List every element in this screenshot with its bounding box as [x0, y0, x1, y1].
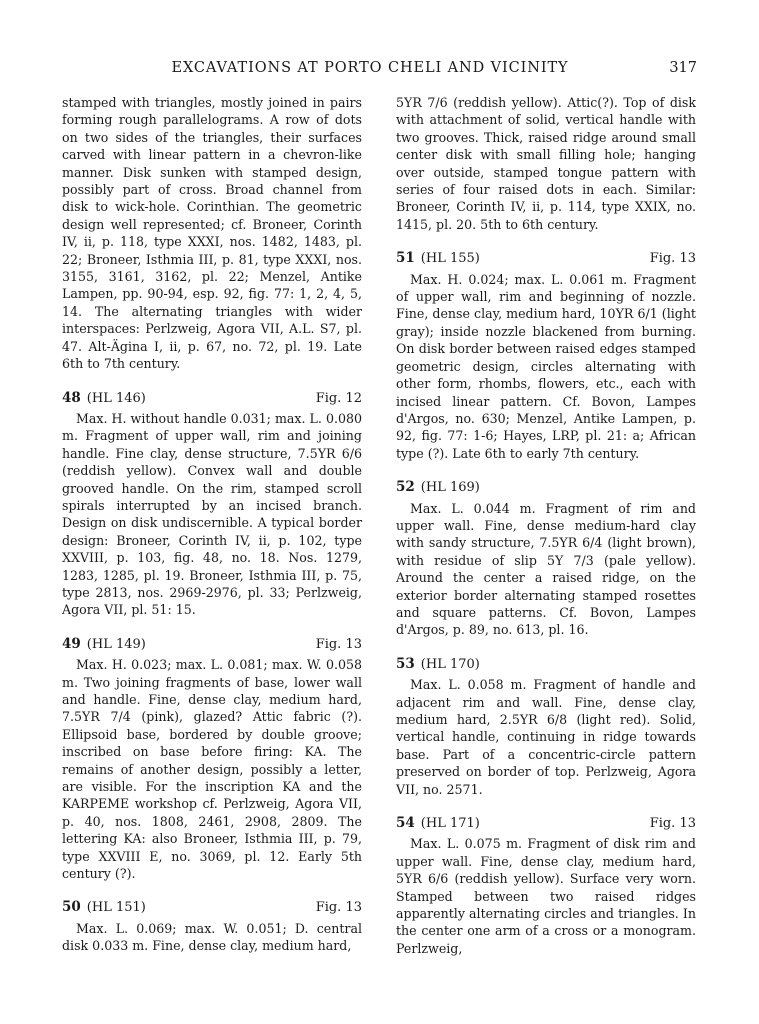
page-title: EXCAVATIONS AT PORTO CHELI AND VICINITY — [171, 60, 569, 76]
entry-header — [396, 814, 696, 832]
page-number: 317 — [669, 60, 697, 76]
entry-number: 54 — [396, 815, 415, 832]
catalog-entry-52 — [396, 478, 696, 639]
entry-header — [62, 389, 362, 407]
catalog-entry-53 — [396, 655, 696, 798]
entry-header — [396, 655, 696, 673]
running-header — [0, 60, 759, 84]
entry-number: 53 — [396, 655, 415, 672]
entry-inventory: (HL 151) — [86, 900, 146, 916]
catalog-entry-50 — [62, 898, 362, 954]
continuation-text: 5YR 7/6 (reddish yellow). Attic(?). Top of disk with attachment of solid, vertical handle with two grooves. Thick, raised ridge around small center disk with small filling hole; hanging over outside, stamped tongue pattern with series of four raised dots in each. Similar: Broneer, Corinth IV, ii, p. 114, type XXIX, no. 1415, pl. 20. 5th to 6th century. — [396, 95, 696, 232]
entry-inventory: (HL 171) — [420, 816, 480, 832]
entry-inventory: (HL 155) — [420, 251, 480, 267]
entry-description: Max. L. 0.044 m. Fragment of rim and upper wall. Fine, dense medium-hard clay with sandy structure, 7.5YR 6/4 (light brown), with residue of slip 5Y 7/3 (pale yellow). Around the center a raised ridge, on the exterior border alternating stamped rosettes and square patterns. Cf. Bovon, Lampes d'Argos, p. 89, no. 613, pl. 16. — [396, 500, 696, 638]
entry-header — [62, 635, 362, 653]
left-column — [62, 94, 362, 955]
entry-number: 49 — [62, 635, 81, 652]
entry-description: Max. L. 0.075 m. Fragment of disk rim and upper wall. Fine, dense clay, medium hard, 5YR 6/6 (reddish yellow). Surface very worn. Stamped between two raised ridges apparently alternating circles and triangles. In the center one arm of a cross or a monogram. Perlzweig, — [396, 836, 696, 956]
entry-header — [396, 478, 696, 496]
entry-header — [396, 249, 696, 267]
figure-reference: Fig. 13 — [649, 251, 696, 267]
entry-header — [62, 898, 362, 916]
figure-reference: Fig. 12 — [315, 390, 362, 406]
entry-number: 48 — [62, 389, 81, 406]
figure-reference: Fig. 13 — [315, 900, 362, 916]
entry-description: Max. L. 0.069; max. W. 0.051; D. central disk 0.033 m. Fine, dense clay, medium hard, — [62, 920, 362, 954]
entry-number: 52 — [396, 479, 415, 496]
catalog-entry-51 — [396, 249, 696, 462]
figure-reference: Fig. 13 — [649, 816, 696, 832]
entry-inventory: (HL 170) — [420, 656, 480, 672]
entry-description: Max. H. without handle 0.031; max. L. 0.080 m. Fragment of upper wall, rim and joining handle. Fine clay, dense structure, 7.5YR 6/6 (reddish yellow). Convex wall and double grooved handle. On the rim, stamped scroll spirals interrupted by an incised branch. Design on disk undiscernible. A typical border design: Broneer, Corinth IV, ii, p. 102, type XXVIII, p. 103, fig. 48, no. 18. Nos. 1279, 1283, 1285, pl. 19. Broneer, Isthmia III, p. 75, type 2813, nos. 2969-2976, pl. 33; Perlzweig, Agora VII, pl. 51: 15. — [62, 410, 362, 618]
figure-reference: Fig. 13 — [315, 636, 362, 652]
catalog-entry-48 — [62, 389, 362, 619]
entry-number: 51 — [396, 250, 415, 267]
continuation-text: stamped with triangles, mostly joined in pairs forming rough parallelograms. A row of dots on two sides of the triangles, their surfaces carved with linear pattern in a chevron-like manner. Disk sunken with stamped design, possibly part of cross. Broad channel from disk to wick-hole. Corinthian. The geometric design well represented; cf. Broneer, Corinth IV, ii, p. 118, type XXXI, nos. 1482, 1483, pl. 22; Broneer, Isthmia III, p. 81, type XXXI, nos. 3155, 3161, 3162, pl. 22; Menzel, Antike Lampen, pp. 90-94, esp. 92, fig. 77: 1, 2, 4, 5, 14. The alternating triangles with wider interspaces: Perlzweig, Agora VII, A.L. S7, pl. 47. Alt-Ägina I, ii, p. 67, no. 72, pl. 19. Late 6th to 7th century. — [62, 95, 362, 372]
entry-number: 50 — [62, 899, 81, 916]
entry-inventory: (HL 149) — [86, 636, 146, 652]
entry-description: Max. H. 0.023; max. L. 0.081; max. W. 0.058 m. Two joining fragments of base, lower wall and handle. Fine, dense clay, medium hard, 7.5YR 7/4 (pink), glazed? Attic fabric (?). Ellipsoid base, bordered by double groove; inscribed on base before firing: KA. The remains of another design, possibly a letter, are visible. For the inscription KA and the KARPEME workshop cf. Perlzweig, Agora VII, p. 40, nos. 1808, 2461, 2908, 2809. The lettering KA: also Broneer, Isthmia III, p. 79, type XXVIII E, no. 3069, pl. 12. Early 5th century (?). — [62, 657, 362, 882]
entry-description: Max. H. 0.024; max. L. 0.061 m. Fragment of upper wall, rim and beginning of nozzle. Fine, dense clay, medium hard, 10YR 6/1 (light gray); inside nozzle blackened from burning. On disk border between raised edges stamped geometric design, circles alternating with other form, rhombs, flowers, etc., each with incised linear pattern. Cf. Bovon, Lampes d'Argos, no. 630; Menzel, Antike Lampen, p. 92, fig. 77: 1-6; Hayes, LRP, pl. 21: a; African type (?). Late 6th to early 7th century. — [396, 271, 696, 461]
catalog-entry-54 — [396, 814, 696, 957]
right-column — [396, 94, 696, 957]
entry-description: Max. L. 0.058 m. Fragment of handle and adjacent rim and wall. Fine, dense clay, medium hard, 2.5YR 6/8 (light red). Solid, vertical handle, continuing in ridge towards base. Part of a concentric-circle pattern preserved on border of top. Perlzweig, Agora VII, no. 2571. — [396, 677, 696, 797]
entry-inventory: (HL 146) — [86, 390, 146, 406]
catalog-entry-49 — [62, 635, 362, 883]
entry-inventory: (HL 169) — [420, 480, 480, 496]
